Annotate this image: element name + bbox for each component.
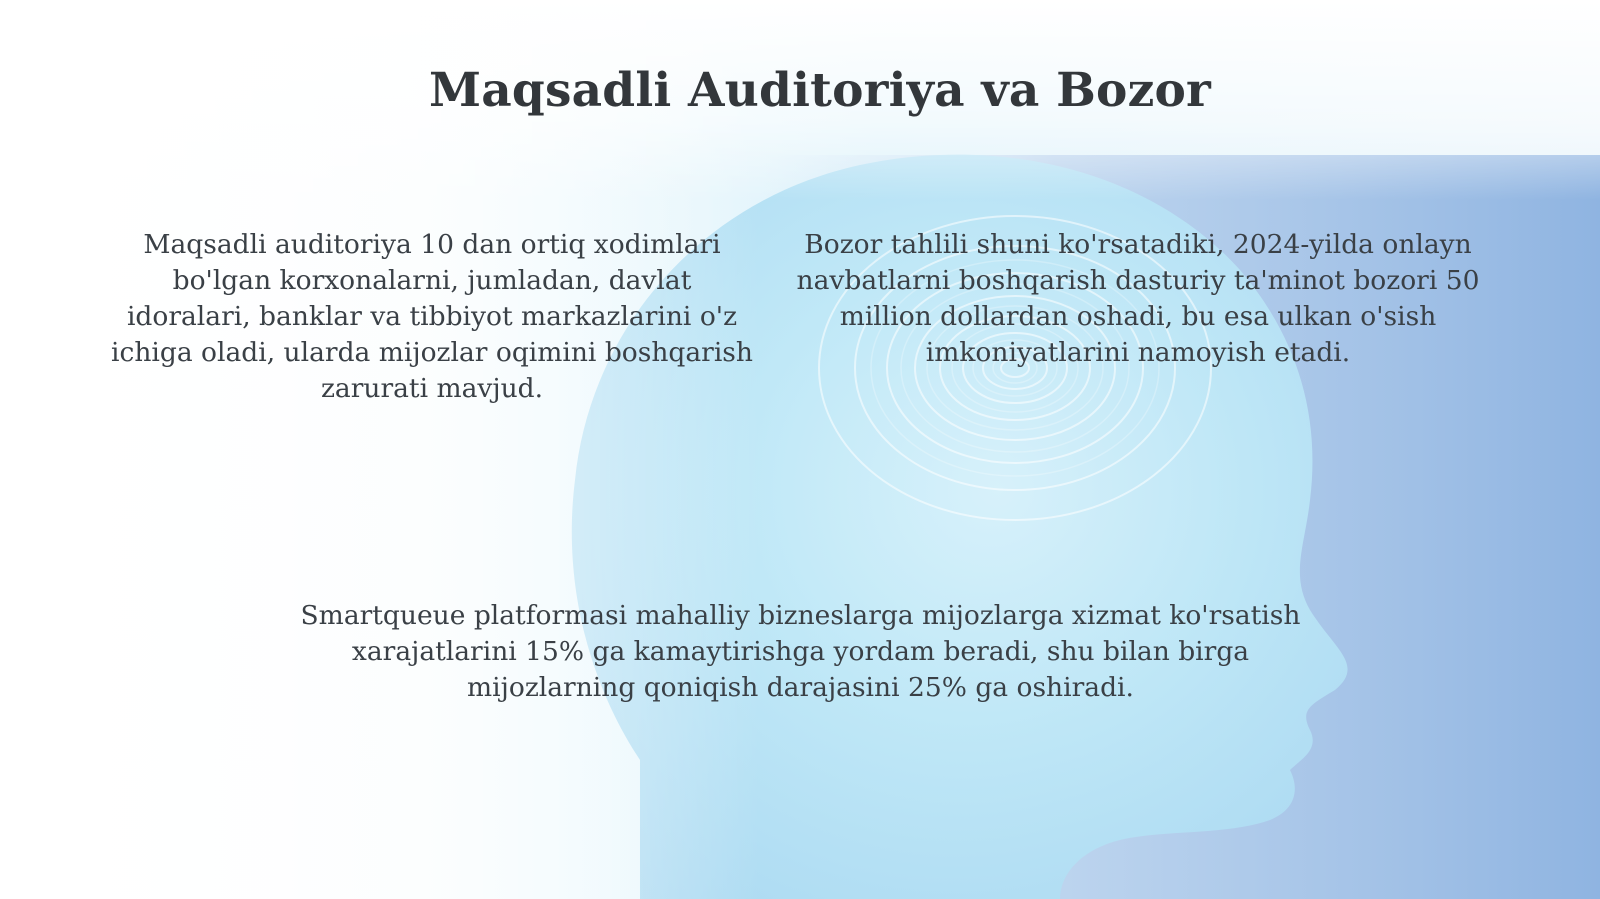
slide-title: Maqsadli Auditoriya va Bozor <box>429 63 1211 118</box>
target-audience-paragraph: Maqsadli auditoriya 10 dan ortiq xodimlari bo'lgan korxonalarni, jumladan, davlat idoralari, banklar va tibbiyot markazlarini o'z ichiga oladi, ularda mijozlar oqimini boshqarish zarurati mavjud. <box>111 229 753 404</box>
market-analysis-paragraph: Bozor tahlili shuni ko'rsatadiki, 2024-yilda onlayn navbatlarni boshqarish dasturiy ta'minot bozori 50 million dollardan oshadi, bu esa ulkan o'sish imkoniyatlarini namoyish etadi. <box>796 229 1480 368</box>
platform-benefits-paragraph: Smartqueue platformasi mahalliy bizneslarga mijozlarga xizmat ko'rsatish xarajatlarini 15% ga kamaytirishga yordam beradi, shu bilan birga mijozlarning qoniqish darajasini 25% ga oshiradi. <box>300 600 1301 703</box>
